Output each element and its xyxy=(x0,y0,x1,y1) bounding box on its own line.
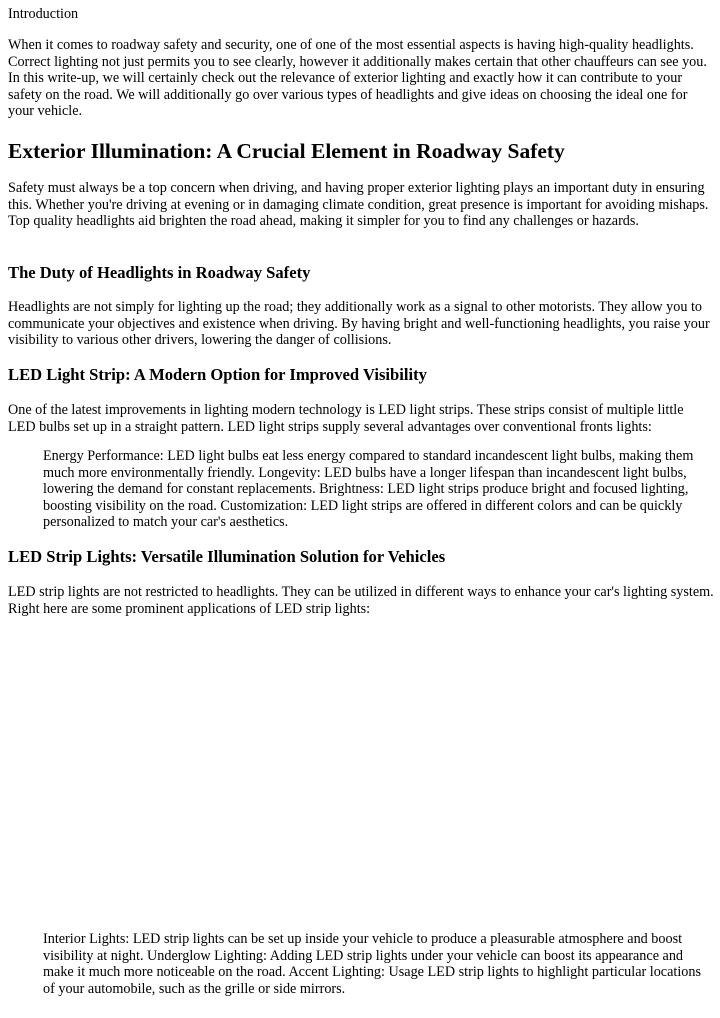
heading-led-strip-lights: LED Strip Lights: Versatile Illumination Solution for Vehicles xyxy=(8,547,446,566)
paragraph-led-strip-lights: LED strip lights are not restricted to headlights. They can be utilized in different ways to enhance your car's lighting system. Right here are some prominent applications of LED strip lights: xyxy=(8,584,714,617)
paragraph-led-light-strip: One of the latest improvements in lighting modern technology is LED light strips. These strips consist of multiple little LED bulbs set up in a straight pattern. LED light strips supply several advantages over conventional fronts lights: xyxy=(8,402,684,435)
intro-label: Introduction xyxy=(8,6,79,22)
heading-duty-of-headlights: The Duty of Headlights in Roadway Safety xyxy=(8,263,311,282)
intro-paragraph: When it comes to roadway safety and security, one of one of the most essential aspects is having high-quality headlights. Correct lighting not just permits you to see clearly, however it additionally makes certain that other chauffeurs can see you. In this write-up, we will certainly check out the relevance of exterior lighting and exactly how it can contribute to your safety on the road. We will additionally go over various types of headlights and give ideas on choosing the ideal one for your vehicle. xyxy=(8,37,707,120)
blockquote-led-applications: Interior Lights: LED strip lights can be set up inside your vehicle to produce a pleasurable atmosphere and boost visibility at night. Underglow Lighting: Adding LED strip lights under your vehicle can boost its appearance and make it much more noticeable on the road. Accent Lighting: Usage LED strip lights to highlight particular locations of your automobile, such as the grille or side mirrors. xyxy=(43,931,701,997)
heading-exterior-illumination: Exterior Illumination: A Crucial Element in Roadway Safety xyxy=(8,139,565,163)
blockquote-led-advantages: Energy Performance: LED light bulbs eat less energy compared to standard incandescent light bulbs, making them much more environmentally friendly. Longevity: LED bulbs have a longer lifespan than incandescent light bulbs, lowering the demand for constant replacements. Brightness: LED light strips produce bright and focused lighting, boosting visibility on the road. Customization: LED light strips are offered in different colors and can be quickly personalized to match your car's aesthetics. xyxy=(43,448,694,531)
paragraph-duty-of-headlights: Headlights are not simply for lighting up the road; they additionally work as a signal to other motorists. They allow you to communicate your objectives and existence when driving. By having bright and well-functioning headlights, you raise your visibility to various other drivers, lowering the danger of collisions. xyxy=(8,299,710,349)
paragraph-exterior-illumination: Safety must always be a top concern when driving, and having proper exterior lighting plays an important duty in ensuring this. Whether you're driving at evening or in damaging climate condition, great presence is important for avoiding mishaps. Top quality headlights aid brighten the road ahead, making it simpler for you to find any challenges or hazards. xyxy=(8,180,709,230)
heading-led-light-strip: LED Light Strip: A Modern Option for Improved Visibility xyxy=(8,365,427,384)
